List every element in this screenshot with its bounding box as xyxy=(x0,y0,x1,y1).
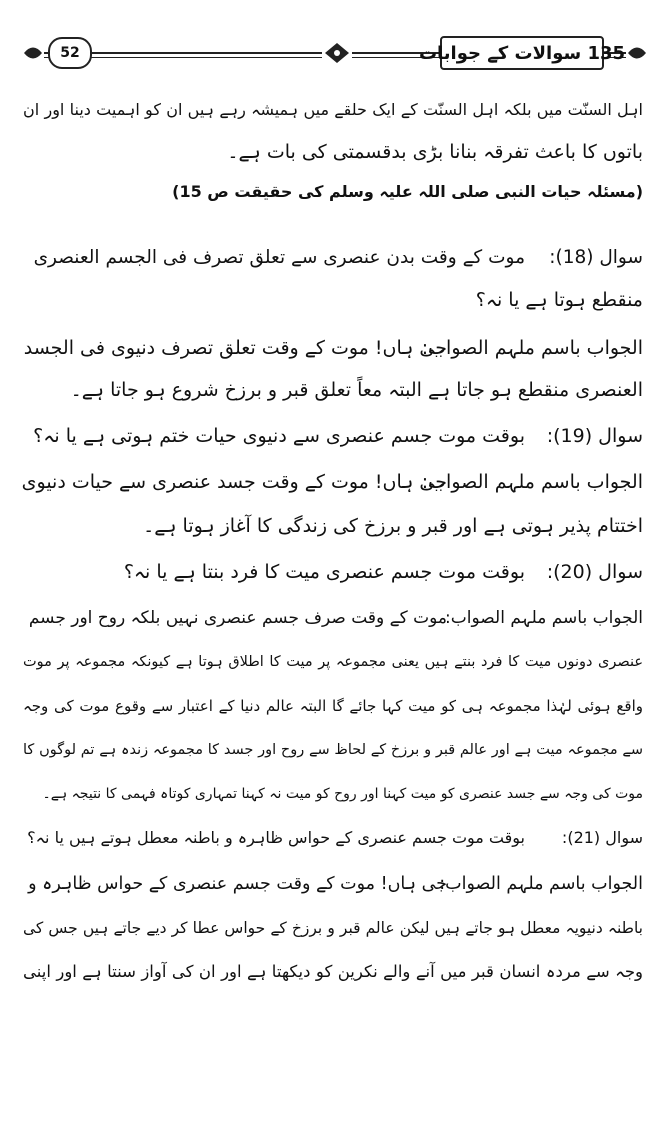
answer-text: جی ہاں! موت کے وقت جسد عنصری سے حیات دنیوی xyxy=(21,471,447,493)
answer-line xyxy=(23,328,643,368)
answer-text: موت کے وقت صرف جسم عنصری نہیں بلکہ روح اور جسم xyxy=(28,608,447,628)
question-line xyxy=(23,818,643,858)
answer-label: الجواب باسم ملہم الصواب: xyxy=(421,337,643,359)
citation: (مسئلہ حیات النبی صلی اللہ علیہ وسلم کی حقیقت ص 15) xyxy=(172,182,643,201)
answer-line: واقع ہوئی لہٰذا مجموعہ ہی کو میت کہا جائے گا البتہ عالم دنیا کے اعتبار سے وقوع موت کی وجہ xyxy=(23,697,643,715)
question-line: منقطع ہوتا ہے یا نہ؟ xyxy=(475,289,643,311)
question-label: سوال (21): xyxy=(561,828,643,847)
center-ornament-icon xyxy=(322,40,352,66)
answer-line xyxy=(23,864,643,904)
question-label: سوال (19): xyxy=(546,425,643,447)
question-label: سوال (20): xyxy=(546,561,643,583)
question-label: سوال (18): xyxy=(549,247,643,268)
question-text: موت کے وقت بدن عنصری سے تعلق تصرف فی الجسم العنصری xyxy=(33,247,525,268)
question-line xyxy=(23,416,643,456)
answer-line: عنصری دونوں میت کا فرد بنتے ہیں یعنی مجموعہ پر میت کا اطلاق ہوتا ہے کیونکہ مجموعہ پر موت xyxy=(23,654,643,670)
question-line xyxy=(23,552,643,592)
book-title: 135 سوالات کے جوابات xyxy=(440,36,604,70)
page-header xyxy=(22,30,648,76)
answer-label: الجواب باسم ملہم الصواب: xyxy=(445,608,643,628)
answer-line xyxy=(23,462,643,502)
answer-line: العنصری منقطع ہو جاتا ہے البتہ معاً تعلق قبر و برزخ شروع ہو جاتا ہے۔ xyxy=(70,379,643,401)
answer-line: باطنہ دنیویہ معطل ہو جاتے ہیں لیکن عالم قبر و برزخ کے حواس عطا کر دیے جاتے ہیں جس کی xyxy=(23,919,643,937)
page-number: 52 xyxy=(48,37,92,69)
answer-line xyxy=(23,598,643,638)
right-ornament-icon xyxy=(626,40,648,66)
answer-line: اختتام پذیر ہوتی ہے اور قبر و برزخ کی زندگی کا آغاز ہوتا ہے۔ xyxy=(143,515,643,537)
answer-line: وجہ سے مردہ انسان قبر میں آنے والے نکرین کو دیکھتا ہے اور ان کی آواز سنتا ہے اور اپنی xyxy=(23,962,643,981)
answer-text: جی ہاں! موت کے وقت جسم عنصری کے حواس ظاہرہ و xyxy=(28,874,447,894)
question-text: بوقت موت جسم عنصری کے حواس ظاہرہ و باطنہ معطل ہوتے ہیں یا نہ؟ xyxy=(27,828,525,847)
answer-label: الجواب باسم ملہم الصواب: xyxy=(439,874,643,894)
answer-line: سے مجموعہ میت ہے اور عالم قبر و برزخ کے لحاظ سے روح اور جسد کا مجموعہ زندہ ہے تم لوگوں کا xyxy=(23,742,643,758)
question-text: بوقت موت جسم عنصری میت کا فرد بنتا ہے یا نہ؟ xyxy=(123,561,525,583)
question-line xyxy=(23,238,643,278)
left-ornament-icon xyxy=(22,40,44,66)
answer-line: موت کی وجہ سے جسد عنصری کو میت کہنا اور روح کو میت نہ کہنا تمہاری کوتاہ فہمی کا نتیجہ ہے۔ xyxy=(42,786,643,802)
paragraph-line: اہل السنّت میں بلکہ اہل السنّت کے ایک حلقے میں ہمیشہ رہے ہیں ان کو اہمیت دینا اور ان xyxy=(23,100,643,119)
question-text: بوقت موت جسم عنصری سے دنیوی حیات ختم ہوتی ہے یا نہ؟ xyxy=(33,425,525,447)
paragraph-line: باتوں کا باعث تفرقہ بنانا بڑی بدقسمتی کی بات ہے۔ xyxy=(227,141,643,163)
answer-text: جی ہاں! موت کے وقت تعلق تصرف دنیوی فی الجسد xyxy=(23,337,447,359)
answer-label: الجواب باسم ملہم الصواب: xyxy=(421,471,643,493)
